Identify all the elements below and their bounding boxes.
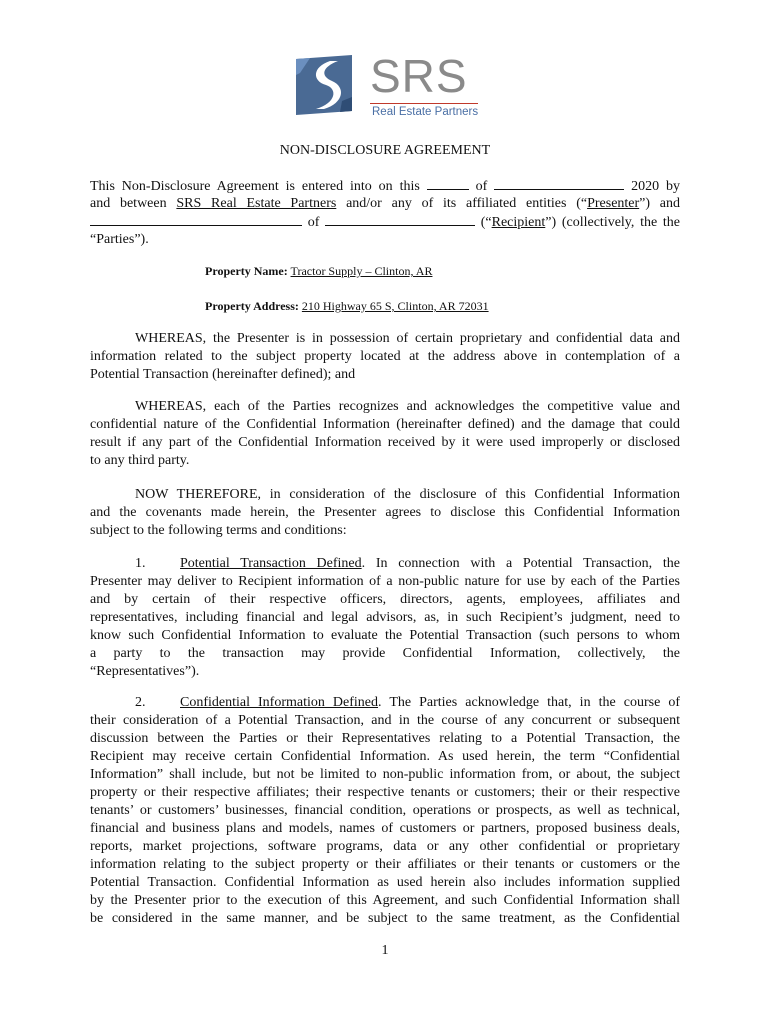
- paragraph-line: by the Presenter prior to the execution of this Agreement, and such Confidential Information shall: [90, 893, 680, 908]
- paragraph-line: confidential nature of the Confidential Information (hereinafter defined) and the damage that could: [90, 417, 680, 432]
- section-heading: Potential Transaction Defined: [180, 556, 362, 571]
- section-2-first-line: [90, 694, 680, 712]
- presenter-name: SRS Real Estate Partners: [176, 196, 337, 211]
- property-address-row: [205, 299, 489, 314]
- intro-line-3: of (“Recipient”) (collectively, the the: [90, 213, 680, 231]
- intro-text: and between: [90, 196, 167, 211]
- intro-text: ”) and: [639, 196, 680, 211]
- section-heading: Confidential Information Defined: [180, 695, 379, 710]
- paragraph-line: tenants’ or customers’ businesses, financial condition, operations or prospects, as well as technical,: [90, 803, 680, 818]
- intro-text: 2020 by: [631, 179, 680, 194]
- intro-line-1: [90, 177, 680, 195]
- section-text: . In connection with a Potential Transaction, the: [361, 556, 680, 571]
- paragraph-line: NOW THEREFORE, in consideration of the disclosure of this Confidential Information: [135, 487, 680, 502]
- paragraph-line: “Representatives”).: [90, 664, 200, 679]
- paragraph-line: and the covenants made herein, the Presenter agrees to disclose this Confidential Information: [90, 505, 680, 520]
- logo-wordmark: SRS: [370, 50, 468, 102]
- paragraph-line: financial and business plans and models, names of customers or partners, proposed business deals,: [90, 821, 680, 836]
- property-name-label: Property Name:: [205, 264, 288, 278]
- paragraph-line: be considered in the same manner, and be subject to the same treatment, as the Confidential: [90, 911, 680, 926]
- paragraph-line: subject to the following terms and conditions:: [90, 523, 347, 538]
- intro-text: ”) (collectively, the: [545, 215, 658, 230]
- section-1-first-line: [90, 555, 680, 573]
- intro-paragraph: [90, 177, 680, 249]
- paragraph-line: discussion between the Parties or their Representatives relating to a Potential Transaction, the: [90, 731, 680, 746]
- property-address-label: Property Address:: [205, 299, 299, 313]
- paragraph-line: information related to the subject property located at the address above in contemplation of a: [90, 349, 680, 364]
- srs-logo-mark-icon: [290, 53, 360, 117]
- logo-subtitle: Real Estate Partners: [372, 106, 479, 118]
- month-blank: [494, 177, 624, 190]
- recipient-name-blank: [90, 213, 302, 226]
- paragraph-line: property or their respective affiliates; their respective tenants or customers; their or their respective: [90, 785, 680, 800]
- section-number: 2.: [135, 695, 146, 710]
- logo-divider: [370, 103, 478, 104]
- section-number: 1.: [135, 556, 146, 571]
- intro-text: (“: [480, 215, 492, 230]
- paragraph-line: Presenter may deliver to Recipient information of a non-public nature for use by each of the Parties: [90, 574, 680, 589]
- paragraph-line: representatives, including financial and legal advisors, as, in such Recipient’s judgment, need to: [90, 610, 680, 625]
- paragraph-line: Recipient may receive certain Confidential Information. As used herein, the term “Confidential: [90, 749, 680, 764]
- presenter-term: Presenter: [587, 196, 640, 211]
- now-therefore-paragraph: [90, 486, 680, 540]
- document-title: NON-DISCLOSURE AGREEMENT: [279, 143, 491, 158]
- paragraph-line: Potential Transaction (hereinafter defined); and: [90, 367, 356, 382]
- srs-logo: [290, 50, 490, 123]
- recipient-term: Recipient: [491, 215, 546, 230]
- paragraph-line: Potential Transaction. Confidential Information as used herein also includes information supplied: [90, 875, 680, 890]
- property-name-value: Tractor Supply – Clinton, AR: [290, 264, 433, 278]
- intro-text: of: [307, 215, 320, 230]
- section-2: [90, 694, 680, 928]
- intro-text: This Non-Disclosure Agreement is entered into on this: [90, 179, 420, 194]
- paragraph-line: to any third party.: [90, 453, 190, 468]
- day-blank: [427, 177, 469, 190]
- paragraph-line: a party to the transaction may provide Confidential Information, collectively, the: [90, 646, 680, 661]
- paragraph-line: WHEREAS, the Presenter is in possession of certain proprietary and confidential data and: [135, 331, 680, 346]
- intro-line-4: “Parties”).: [90, 232, 149, 247]
- paragraph-line: result if any part of the Confidential Information received by it were used improperly or disclosed: [90, 435, 680, 450]
- property-address-value: 210 Highway 65 S, Clinton, AR 72031: [301, 299, 489, 313]
- paragraph-line: Information” shall include, but not be limited to non-public information from, or about, the subject: [90, 767, 680, 782]
- intro-text: of: [475, 179, 488, 194]
- whereas-paragraph-1: [90, 330, 680, 384]
- section-1: [90, 555, 680, 681]
- paragraph-line: information relating to the subject property or their affiliates or their tenants or customers or the: [90, 857, 680, 872]
- paragraph-line: WHEREAS, each of the Parties recognizes and acknowledges the competitive value and: [135, 399, 680, 414]
- intro-text: and/or any of its affiliated entities (“: [346, 196, 588, 211]
- property-name-row: [205, 264, 432, 279]
- section-text: . The Parties acknowledge that, in the course of: [378, 695, 680, 710]
- paragraph-line: and by certain of their respective officers, directors, agents, employees, affiliates and: [90, 592, 680, 607]
- intro-line-2: [90, 195, 680, 213]
- page-number: 1: [381, 943, 389, 958]
- paragraph-line: their consideration of a Potential Transaction, and in the course of any concurrent or subsequent: [90, 713, 680, 728]
- recipient-entity-blank: [325, 213, 475, 226]
- whereas-paragraph-2: [90, 398, 680, 470]
- paragraph-line: reports, market projections, software programs, data or any other confidential or proprietary: [90, 839, 680, 854]
- paragraph-line: know such Confidential Information to evaluate the Potential Transaction (such persons to whom: [90, 628, 680, 643]
